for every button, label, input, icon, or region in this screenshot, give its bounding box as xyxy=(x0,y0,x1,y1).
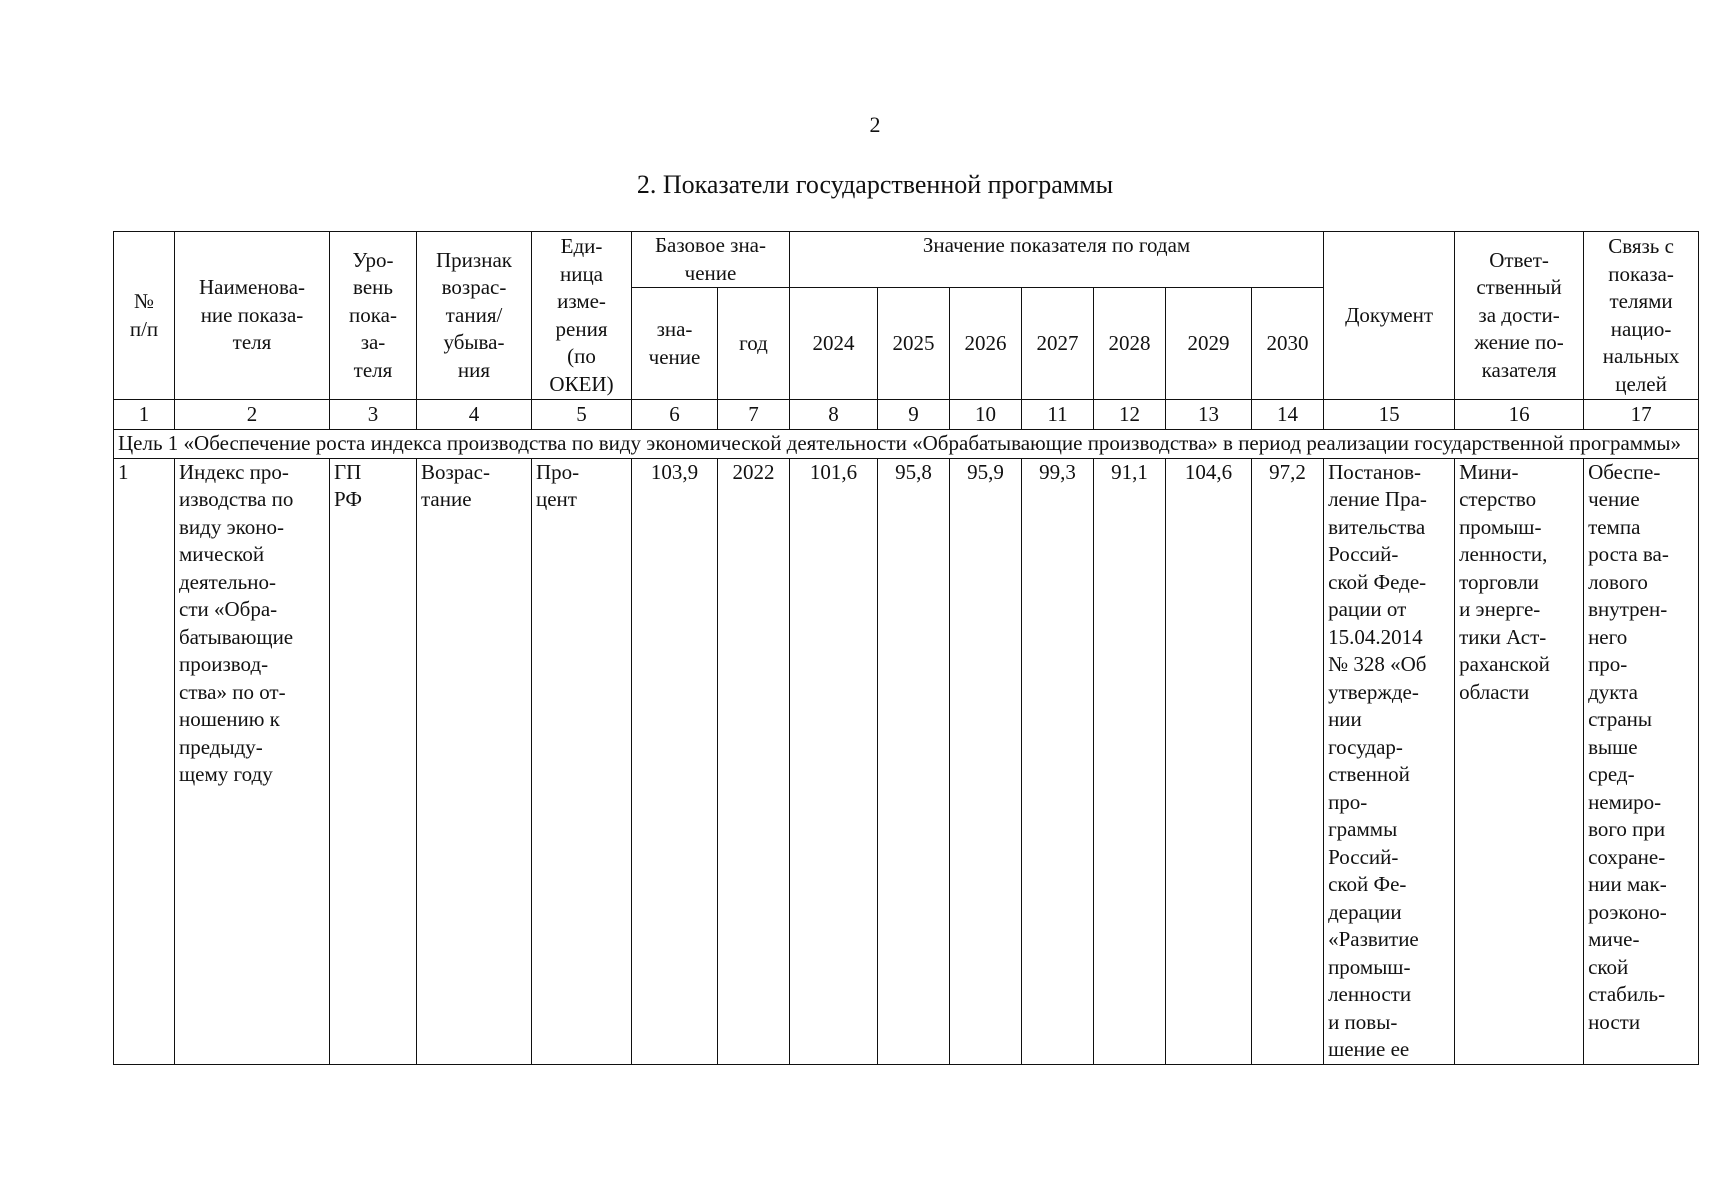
row-document: Постанов- ление Пра- вительства Россий- ской Феде- рации от 15.04.2014 № 328 «Об утвержде- нии государ- ственной про- граммы Россий- ской Фе- дерации «Развитие промыш- ленности и повы- шение ее xyxy=(1324,458,1455,1064)
row-value-2025: 95,8 xyxy=(878,458,950,1064)
column-number: 17 xyxy=(1584,400,1699,430)
column-number: 13 xyxy=(1166,400,1252,430)
row-value-2028: 91,1 xyxy=(1094,458,1166,1064)
column-number: 2 xyxy=(175,400,330,430)
header-year: 2030 xyxy=(1252,288,1324,400)
table-row xyxy=(114,458,1699,1064)
row-unit: Про- цент xyxy=(532,458,632,1064)
header-base-value: зна- чение xyxy=(632,288,718,400)
column-number: 1 xyxy=(114,400,175,430)
row-value-2027: 99,3 xyxy=(1022,458,1094,1064)
column-number: 14 xyxy=(1252,400,1324,430)
header-unit: Еди- ница изме- рения (по ОКЕИ) xyxy=(532,232,632,400)
header-document: Документ xyxy=(1324,232,1455,400)
row-value-2029: 104,6 xyxy=(1166,458,1252,1064)
row-value-2026: 95,9 xyxy=(950,458,1022,1064)
row-base-year: 2022 xyxy=(718,458,790,1064)
column-number: 9 xyxy=(878,400,950,430)
header-year: 2027 xyxy=(1022,288,1094,400)
column-number: 12 xyxy=(1094,400,1166,430)
column-number: 15 xyxy=(1324,400,1455,430)
column-number: 6 xyxy=(632,400,718,430)
goal-text: Цель 1 «Обеспечение роста индекса производства по виду экономической деятельности «Обрабатывающие производства» в период реализации государственной программы» xyxy=(114,430,1699,459)
header-level: Уро- вень пока- за- теля xyxy=(330,232,417,400)
column-number: 11 xyxy=(1022,400,1094,430)
row-value-2030: 97,2 xyxy=(1252,458,1324,1064)
row-sign: Возрас- тание xyxy=(417,458,532,1064)
header-sign: Признак возрас- тания/ убыва- ния xyxy=(417,232,532,400)
header-year: 2025 xyxy=(878,288,950,400)
column-number: 3 xyxy=(330,400,417,430)
row-national-goals-link: Обеспе- чение темпа роста ва- лового внутрен- него про- дукта страны выше сред- немиро- вого при сохране- нии мак- роэконо- миче- ской стабиль- ности xyxy=(1584,458,1699,1064)
row-level: ГП РФ xyxy=(330,458,417,1064)
page-number: 2 xyxy=(869,112,881,137)
row-value-2024: 101,6 xyxy=(790,458,878,1064)
header-year: 2024 xyxy=(790,288,878,400)
column-number: 8 xyxy=(790,400,878,430)
column-number: 10 xyxy=(950,400,1022,430)
header-year: 2029 xyxy=(1166,288,1252,400)
row-indicator-name: Индекс про- изводства по виду эконо- мической деятельно- сти «Обра- батывающие производ- ства» по от- ношению к предыду- щему году xyxy=(175,458,330,1064)
header-by-years: Значение показателя по годам xyxy=(790,232,1324,288)
column-numbers-row xyxy=(114,400,1699,430)
header-responsible: Ответ- ственный за дости- жение по- казателя xyxy=(1455,232,1584,400)
row-no: 1 xyxy=(114,458,175,1064)
row-responsible: Мини- стерство промыш- ленности, торговли и энерге- тики Аст- раханской области xyxy=(1455,458,1584,1064)
column-number: 16 xyxy=(1455,400,1584,430)
header-name: Наименова- ние показа- теля xyxy=(175,232,330,400)
goal-row xyxy=(114,430,1699,459)
header-year: 2026 xyxy=(950,288,1022,400)
header-year: 2028 xyxy=(1094,288,1166,400)
column-number: 4 xyxy=(417,400,532,430)
column-number: 7 xyxy=(718,400,790,430)
indicators-table xyxy=(113,231,1699,1065)
section-title: 2. Показатели государственной программы xyxy=(636,170,1114,199)
header-row-1 xyxy=(114,232,1699,288)
header-base-year: год xyxy=(718,288,790,400)
header-no: № п/п xyxy=(114,232,175,400)
header-base: Базовое зна- чение xyxy=(632,232,790,288)
column-number: 5 xyxy=(532,400,632,430)
header-link: Связь с показа- телями нацио- нальных целей xyxy=(1584,232,1699,400)
row-base-value: 103,9 xyxy=(632,458,718,1064)
